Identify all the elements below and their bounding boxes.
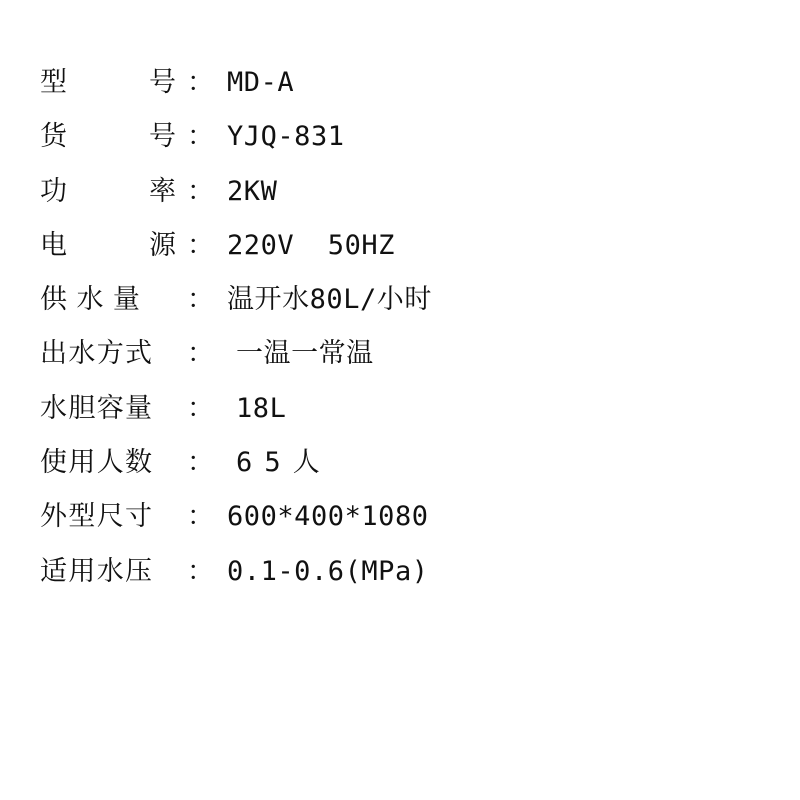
- spec-colon: ：: [187, 284, 214, 316]
- spec-value-users: 65人: [236, 447, 332, 479]
- spec-label-outlet-mode: 出水方式: [40, 338, 154, 370]
- spec-value-outlet-mode: 一温一常温: [236, 338, 374, 370]
- spec-value-tank-capacity: 18L: [236, 392, 287, 424]
- spec-label-char: 功: [40, 175, 67, 207]
- spec-row-dimensions: [40, 490, 760, 544]
- spec-label-char: 源: [149, 229, 176, 261]
- spec-label-water-supply: 供水量: [40, 284, 150, 316]
- spec-value-water-supply: 温开水80L/小时: [227, 284, 432, 316]
- spec-value-model: MD-A: [227, 67, 295, 98]
- spec-row-power: [40, 165, 760, 219]
- spec-label-dimensions: 外型尺寸: [40, 501, 154, 533]
- spec-value-power-source: 220V 50HZ: [227, 229, 395, 261]
- spec-colon: ：: [187, 447, 214, 479]
- spec-label-char: 率: [149, 175, 176, 207]
- spec-colon: ：: [187, 67, 214, 98]
- spec-row-power-source: [40, 219, 760, 273]
- spec-colon: ：: [187, 229, 214, 261]
- spec-value-item-number: YJQ-831: [227, 121, 345, 153]
- spec-sheet: [40, 56, 760, 599]
- spec-row-model: [40, 56, 760, 110]
- spec-row-water-supply: [40, 273, 760, 327]
- spec-label-char: 型: [40, 67, 67, 98]
- spec-label-power-source: [40, 219, 176, 273]
- spec-value-power: 2KW: [227, 175, 278, 207]
- spec-colon: ：: [187, 175, 214, 207]
- spec-label-char: 电: [40, 229, 67, 261]
- spec-label-item-number: [40, 110, 176, 164]
- spec-label-char: 号: [149, 121, 176, 153]
- spec-label-power: [40, 165, 176, 219]
- spec-row-outlet-mode: [40, 327, 760, 381]
- spec-label-char: 号: [149, 67, 176, 98]
- spec-colon: ：: [187, 121, 214, 153]
- spec-label-users: 使用人数: [40, 447, 154, 479]
- spec-label-model: [40, 56, 176, 110]
- spec-label-water-pressure: 适用水压: [40, 555, 154, 587]
- spec-row-tank-capacity: [40, 382, 760, 436]
- spec-value-dimensions: 600*400*1080: [227, 501, 429, 533]
- spec-colon: ：: [187, 338, 214, 370]
- spec-row-item-number: [40, 110, 760, 164]
- spec-row-users: [40, 436, 760, 490]
- spec-label-char: 货: [40, 121, 67, 153]
- spec-colon: ：: [187, 392, 214, 424]
- spec-value-water-pressure: 0.1-0.6(MPa): [227, 555, 429, 587]
- spec-colon: ：: [187, 501, 214, 533]
- spec-row-water-pressure: [40, 545, 760, 599]
- spec-colon: ：: [187, 555, 214, 587]
- spec-label-tank-capacity: 水胆容量: [40, 392, 154, 424]
